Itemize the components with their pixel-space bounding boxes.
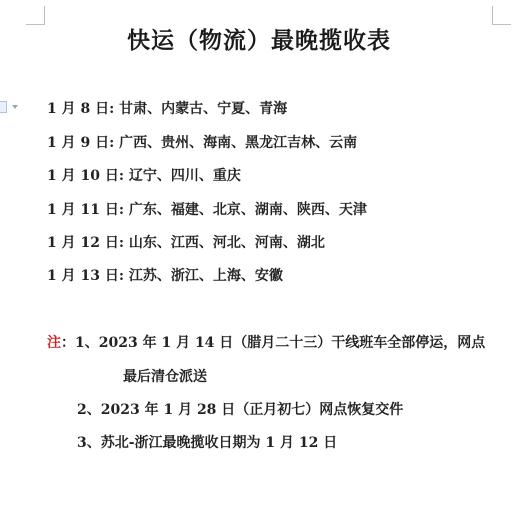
schedule-date: 1 月 9 日: — [47, 135, 115, 151]
note-label: 注 — [47, 335, 61, 351]
schedule-regions: 辽宁、四川、重庆 — [128, 168, 241, 184]
schedule-date: 1 月 8 日: — [47, 101, 115, 117]
note-colon: ： — [61, 335, 75, 351]
note-line — [47, 332, 485, 352]
note-line-continuation: 最后清仓派送 — [123, 369, 207, 385]
schedule-row — [47, 232, 325, 252]
schedule-row — [47, 132, 357, 152]
schedule-regions: 山东、江西、河北、河南、湖北 — [128, 235, 325, 251]
schedule-regions: 甘肃、内蒙古、宁夏、青海 — [119, 101, 288, 117]
schedule-date: 1 月 13 日: — [47, 268, 125, 284]
document-icon — [0, 101, 7, 113]
schedule-row — [47, 265, 283, 285]
note-item-2: 2、2023 年 1 月 28 日（正月初七）网点恢复交件 — [77, 402, 404, 418]
schedule-date: 1 月 11 日: — [47, 202, 125, 218]
note-item-1: 1、2023 年 1 月 14 日（腊月二十三）干线班车全部停运，网点 — [75, 335, 486, 351]
schedule-regions: 广西、贵州、海南、黑龙江吉林、云南 — [119, 135, 358, 151]
paragraph-handle[interactable] — [0, 100, 20, 114]
schedule-date: 1 月 12 日: — [47, 235, 125, 251]
schedule-regions: 广东、福建、北京、湖南、陕西、天津 — [128, 202, 367, 218]
schedule-row — [47, 165, 241, 185]
note-item-3: 3、苏北-浙江最晚揽收日期为 1 月 12 日 — [77, 435, 338, 451]
schedule-row — [47, 199, 367, 219]
schedule-date: 1 月 10 日: — [47, 168, 125, 184]
dropdown-arrow-icon — [12, 105, 18, 109]
schedule-row — [47, 98, 287, 118]
schedule-regions: 江苏、浙江、上海、安徽 — [128, 268, 283, 284]
page-title: 快运（物流）最晚揽收表 — [127, 27, 391, 54]
